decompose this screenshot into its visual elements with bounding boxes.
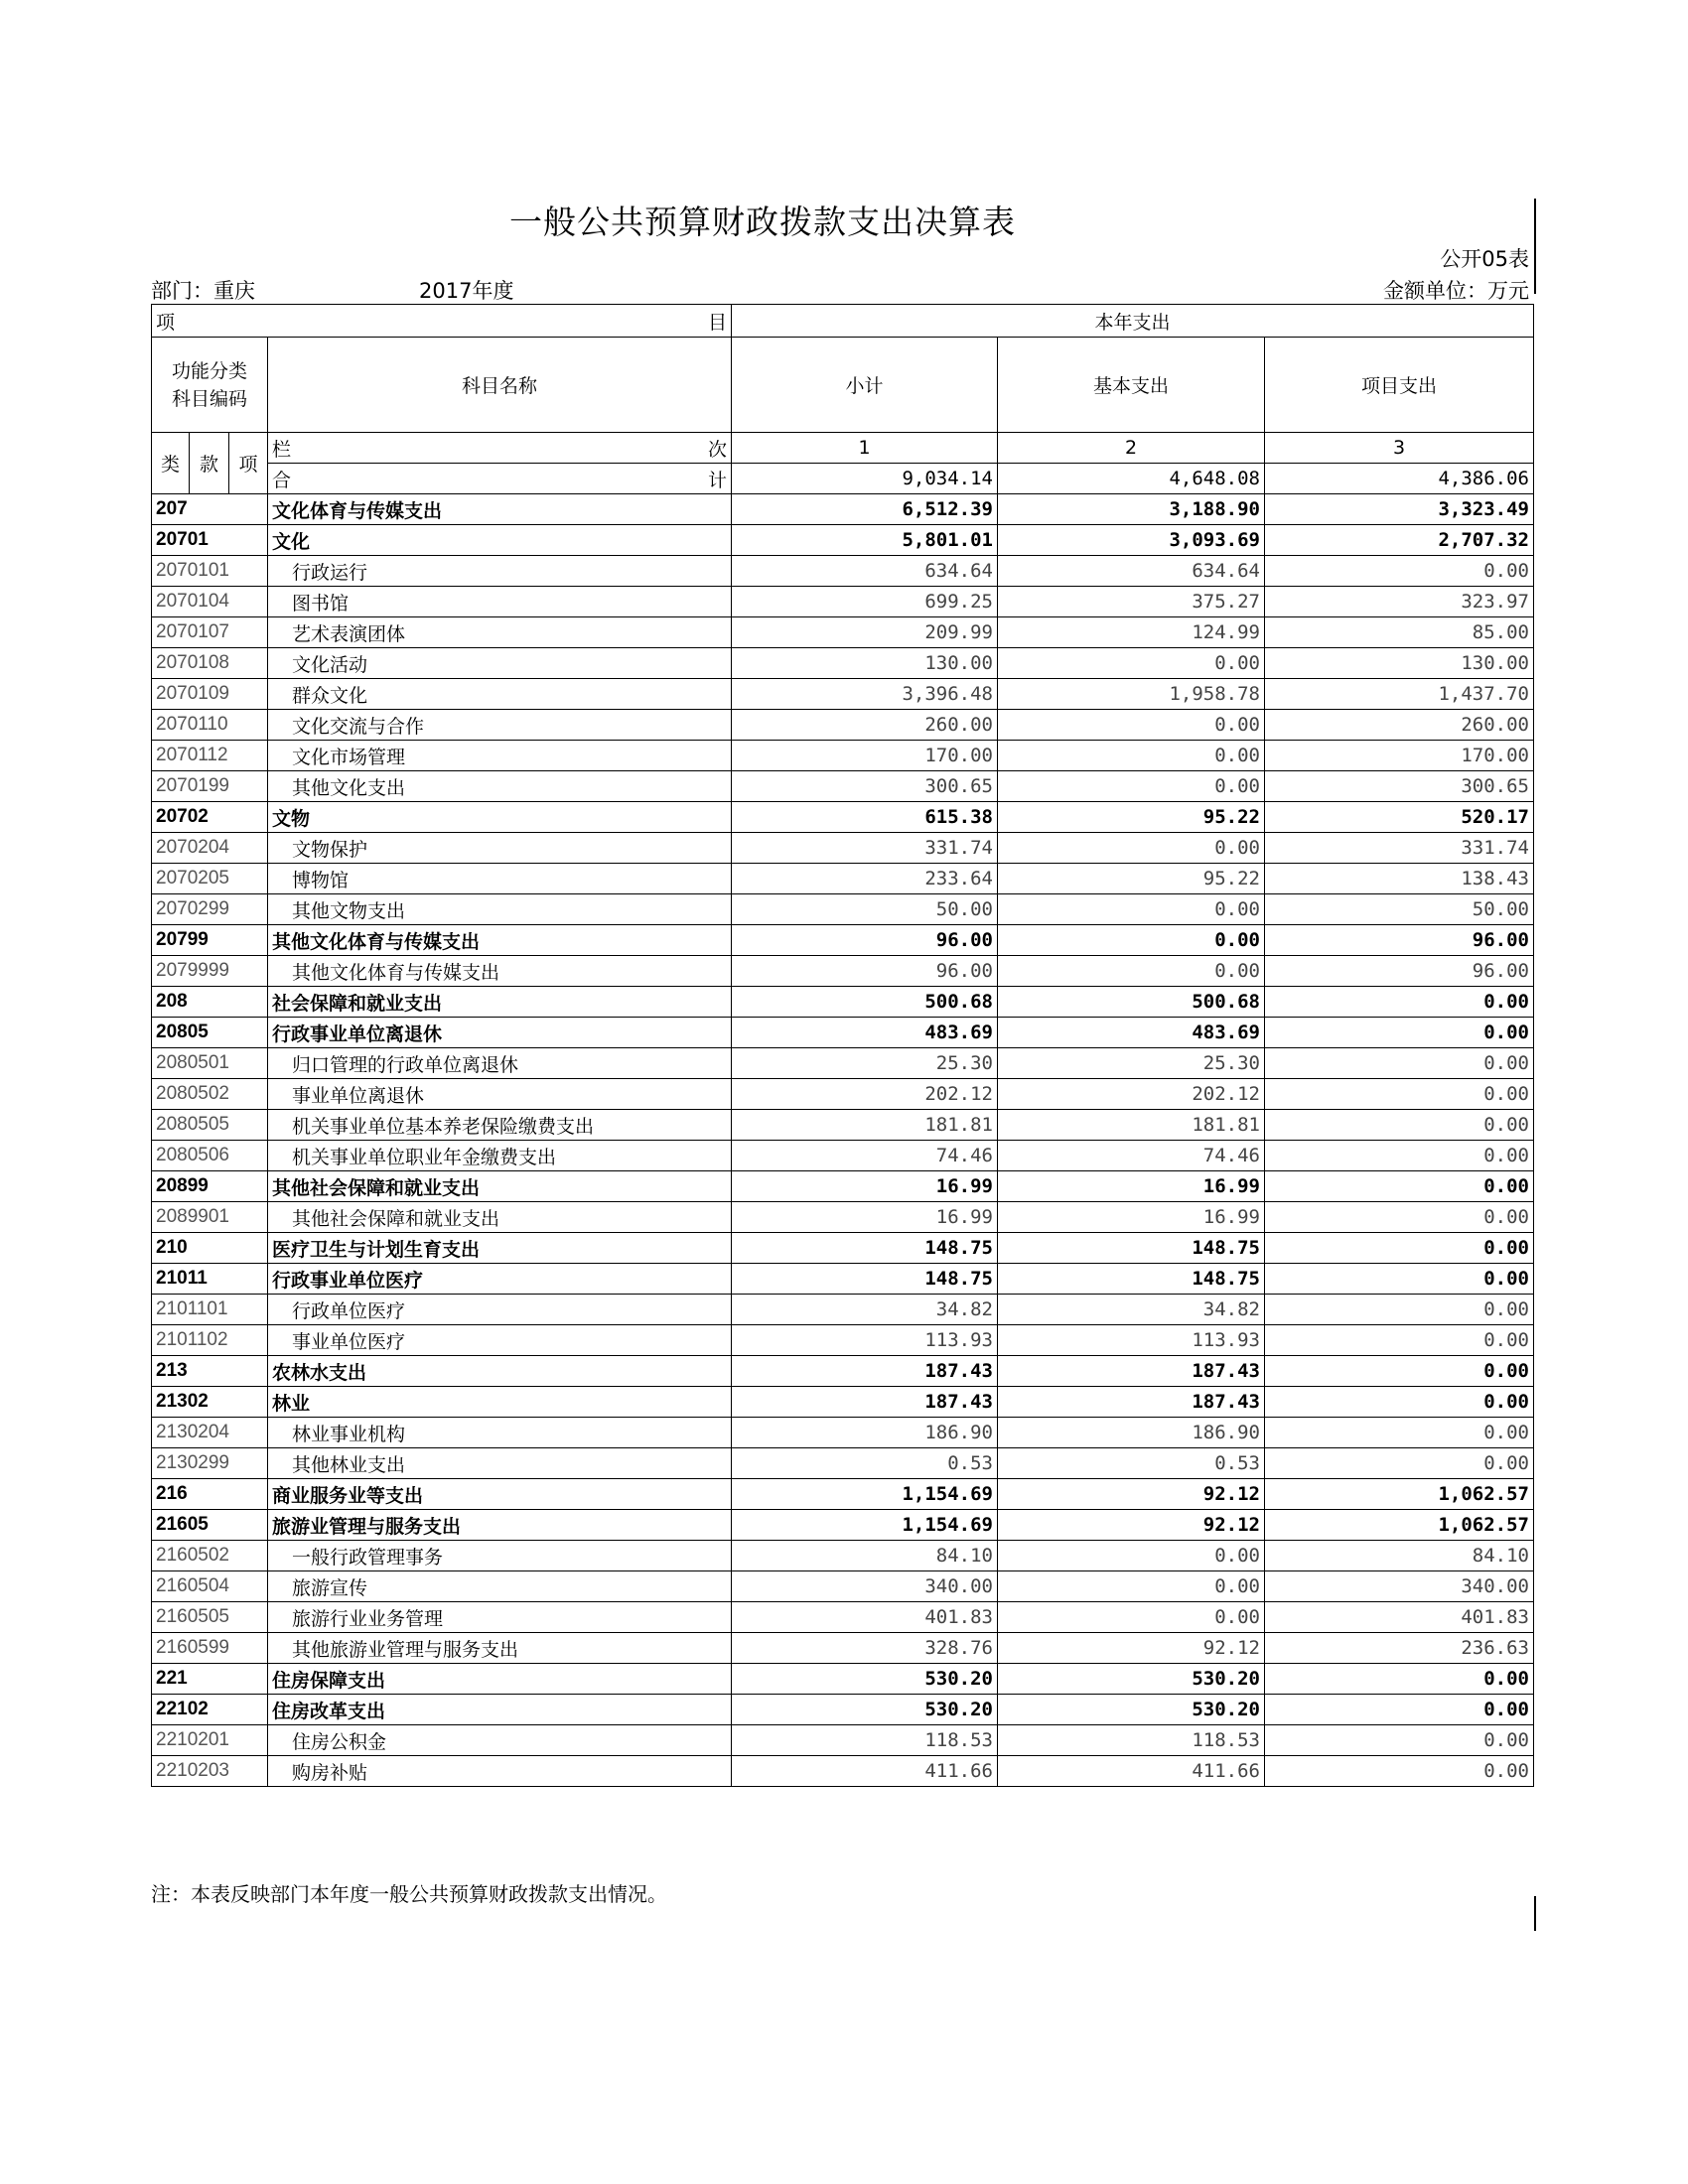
row-basic: 1,958.78 bbox=[998, 679, 1265, 710]
row-code: 2160599 bbox=[152, 1633, 268, 1664]
row-name: 艺术表演团体 bbox=[268, 617, 732, 648]
total-subtotal: 9,034.14 bbox=[732, 464, 998, 494]
row-name: 其他文化支出 bbox=[268, 771, 732, 802]
row-code: 2070204 bbox=[152, 833, 268, 864]
row-subtotal: 401.83 bbox=[732, 1602, 998, 1633]
row-code: 2080502 bbox=[152, 1079, 268, 1110]
row-code: 2130299 bbox=[152, 1448, 268, 1479]
table-row bbox=[152, 648, 1534, 679]
row-subtotal: 634.64 bbox=[732, 556, 998, 587]
row-project: 1,437.70 bbox=[1265, 679, 1534, 710]
row-name: 机关事业单位基本养老保险缴费支出 bbox=[268, 1110, 732, 1141]
row-subtotal: 187.43 bbox=[732, 1356, 998, 1387]
row-code: 21011 bbox=[152, 1264, 268, 1295]
row-name: 行政单位医疗 bbox=[268, 1295, 732, 1325]
row-name: 旅游宣传 bbox=[268, 1571, 732, 1602]
row-basic: 0.00 bbox=[998, 710, 1265, 741]
row-code: 210 bbox=[152, 1233, 268, 1264]
header-col2: 2 bbox=[998, 433, 1265, 464]
row-code: 2070199 bbox=[152, 771, 268, 802]
table-row bbox=[152, 987, 1534, 1018]
table-row bbox=[152, 802, 1534, 833]
row-name: 其他旅游业管理与服务支出 bbox=[268, 1633, 732, 1664]
header-lan: 栏 bbox=[272, 438, 292, 461]
row-project: 401.83 bbox=[1265, 1602, 1534, 1633]
row-project: 260.00 bbox=[1265, 710, 1534, 741]
header-row-3 bbox=[152, 433, 1534, 464]
row-code: 208 bbox=[152, 987, 268, 1018]
table-row bbox=[152, 1295, 1534, 1325]
total-row bbox=[152, 464, 1534, 494]
row-basic: 187.43 bbox=[998, 1387, 1265, 1418]
row-subtotal: 233.64 bbox=[732, 864, 998, 894]
row-basic: 148.75 bbox=[998, 1233, 1265, 1264]
row-project: 130.00 bbox=[1265, 648, 1534, 679]
header-basic: 基本支出 bbox=[998, 338, 1265, 433]
row-subtotal: 16.99 bbox=[732, 1171, 998, 1202]
table-row bbox=[152, 679, 1534, 710]
row-code: 20805 bbox=[152, 1018, 268, 1048]
row-basic: 187.43 bbox=[998, 1356, 1265, 1387]
row-subtotal: 615.38 bbox=[732, 802, 998, 833]
row-basic: 74.46 bbox=[998, 1141, 1265, 1171]
table-row bbox=[152, 525, 1534, 556]
row-project: 170.00 bbox=[1265, 741, 1534, 771]
row-subtotal: 0.53 bbox=[732, 1448, 998, 1479]
header-func-code-line1: 功能分类 bbox=[171, 359, 247, 382]
table-row bbox=[152, 894, 1534, 925]
total-basic: 4,648.08 bbox=[998, 464, 1265, 494]
row-basic: 25.30 bbox=[998, 1048, 1265, 1079]
row-subtotal: 170.00 bbox=[732, 741, 998, 771]
row-code: 207 bbox=[152, 494, 268, 525]
row-basic: 113.93 bbox=[998, 1325, 1265, 1356]
table-row bbox=[152, 1695, 1534, 1725]
table-row bbox=[152, 1541, 1534, 1571]
row-subtotal: 113.93 bbox=[732, 1325, 998, 1356]
row-basic: 16.99 bbox=[998, 1202, 1265, 1233]
row-project: 0.00 bbox=[1265, 1387, 1534, 1418]
row-subtotal: 3,396.48 bbox=[732, 679, 998, 710]
row-name: 群众文化 bbox=[268, 679, 732, 710]
row-name: 医疗卫生与计划生育支出 bbox=[268, 1233, 732, 1264]
table-row bbox=[152, 1633, 1534, 1664]
row-code: 216 bbox=[152, 1479, 268, 1510]
row-subtotal: 186.90 bbox=[732, 1418, 998, 1448]
total-he: 合 bbox=[272, 469, 292, 491]
table-row bbox=[152, 1141, 1534, 1171]
table-row bbox=[152, 833, 1534, 864]
row-name: 其他文化体育与传媒支出 bbox=[268, 956, 732, 987]
table-row bbox=[152, 1018, 1534, 1048]
header-row-2 bbox=[152, 338, 1534, 433]
department-name: 部门：重庆 bbox=[151, 279, 255, 303]
table-row bbox=[152, 1171, 1534, 1202]
row-name: 其他文物支出 bbox=[268, 894, 732, 925]
row-code: 2210201 bbox=[152, 1725, 268, 1756]
row-name: 事业单位医疗 bbox=[268, 1325, 732, 1356]
row-project: 0.00 bbox=[1265, 1048, 1534, 1079]
row-code: 21302 bbox=[152, 1387, 268, 1418]
row-basic: 0.00 bbox=[998, 648, 1265, 679]
table-row bbox=[152, 1756, 1534, 1787]
row-basic: 0.53 bbox=[998, 1448, 1265, 1479]
row-name: 归口管理的行政单位离退休 bbox=[268, 1048, 732, 1079]
row-subtotal: 411.66 bbox=[732, 1756, 998, 1787]
row-code: 2130204 bbox=[152, 1418, 268, 1448]
row-basic: 3,093.69 bbox=[998, 525, 1265, 556]
header-ci: 次 bbox=[707, 438, 727, 461]
row-code: 20899 bbox=[152, 1171, 268, 1202]
row-code: 2101101 bbox=[152, 1295, 268, 1325]
table-row bbox=[152, 1664, 1534, 1695]
row-basic: 375.27 bbox=[998, 587, 1265, 617]
row-basic: 0.00 bbox=[998, 956, 1265, 987]
row-code: 20701 bbox=[152, 525, 268, 556]
row-basic: 0.00 bbox=[998, 1602, 1265, 1633]
table-row bbox=[152, 925, 1534, 956]
row-project: 0.00 bbox=[1265, 1448, 1534, 1479]
row-project: 0.00 bbox=[1265, 1664, 1534, 1695]
table-row bbox=[152, 1202, 1534, 1233]
table-row bbox=[152, 1602, 1534, 1633]
row-subtotal: 148.75 bbox=[732, 1233, 998, 1264]
row-name: 其他社会保障和就业支出 bbox=[268, 1202, 732, 1233]
table-row bbox=[152, 1479, 1534, 1510]
row-subtotal: 530.20 bbox=[732, 1664, 998, 1695]
row-code: 21605 bbox=[152, 1510, 268, 1541]
row-name: 购房补贴 bbox=[268, 1756, 732, 1787]
row-project: 1,062.57 bbox=[1265, 1479, 1534, 1510]
row-basic: 634.64 bbox=[998, 556, 1265, 587]
header-func-code-line2: 科目编码 bbox=[171, 387, 247, 410]
table-row bbox=[152, 587, 1534, 617]
row-project: 2,707.32 bbox=[1265, 525, 1534, 556]
row-name: 社会保障和就业支出 bbox=[268, 987, 732, 1018]
row-project: 50.00 bbox=[1265, 894, 1534, 925]
header-project: 项目支出 bbox=[1265, 338, 1534, 433]
row-project: 0.00 bbox=[1265, 1695, 1534, 1725]
table-row bbox=[152, 1233, 1534, 1264]
row-name: 行政运行 bbox=[268, 556, 732, 587]
row-basic: 202.12 bbox=[998, 1079, 1265, 1110]
row-project: 0.00 bbox=[1265, 1233, 1534, 1264]
row-code: 2070205 bbox=[152, 864, 268, 894]
row-code: 221 bbox=[152, 1664, 268, 1695]
row-project: 323.97 bbox=[1265, 587, 1534, 617]
row-subtotal: 34.82 bbox=[732, 1295, 998, 1325]
row-basic: 500.68 bbox=[998, 987, 1265, 1018]
row-name: 林业事业机构 bbox=[268, 1418, 732, 1448]
row-subtotal: 331.74 bbox=[732, 833, 998, 864]
row-name: 住房改革支出 bbox=[268, 1695, 732, 1725]
row-code: 2079999 bbox=[152, 956, 268, 987]
row-name: 旅游业管理与服务支出 bbox=[268, 1510, 732, 1541]
row-basic: 181.81 bbox=[998, 1110, 1265, 1141]
table-row bbox=[152, 1725, 1534, 1756]
row-name: 行政事业单位离退休 bbox=[268, 1018, 732, 1048]
row-name: 机关事业单位职业年金缴费支出 bbox=[268, 1141, 732, 1171]
row-basic: 0.00 bbox=[998, 1571, 1265, 1602]
row-basic: 0.00 bbox=[998, 894, 1265, 925]
table-row bbox=[152, 1110, 1534, 1141]
row-subtotal: 1,154.69 bbox=[732, 1510, 998, 1541]
row-project: 85.00 bbox=[1265, 617, 1534, 648]
row-code: 213 bbox=[152, 1356, 268, 1387]
row-code: 2080501 bbox=[152, 1048, 268, 1079]
row-code: 20702 bbox=[152, 802, 268, 833]
row-name: 商业服务业等支出 bbox=[268, 1479, 732, 1510]
row-name: 其他社会保障和就业支出 bbox=[268, 1171, 732, 1202]
table-row bbox=[152, 741, 1534, 771]
table-row bbox=[152, 1571, 1534, 1602]
row-basic: 95.22 bbox=[998, 864, 1265, 894]
total-project: 4,386.06 bbox=[1265, 464, 1534, 494]
row-subtotal: 96.00 bbox=[732, 956, 998, 987]
total-ji: 计 bbox=[707, 469, 727, 491]
table-row bbox=[152, 494, 1534, 525]
row-project: 96.00 bbox=[1265, 956, 1534, 987]
table-row bbox=[152, 556, 1534, 587]
table-row bbox=[152, 864, 1534, 894]
row-subtotal: 209.99 bbox=[732, 617, 998, 648]
header-xiang2: 项 bbox=[229, 433, 268, 494]
row-project: 340.00 bbox=[1265, 1571, 1534, 1602]
table-row bbox=[152, 956, 1534, 987]
row-project: 0.00 bbox=[1265, 1202, 1534, 1233]
row-code: 2070101 bbox=[152, 556, 268, 587]
row-name: 文化交流与合作 bbox=[268, 710, 732, 741]
row-code: 2080505 bbox=[152, 1110, 268, 1141]
table-row bbox=[152, 1048, 1534, 1079]
amount-unit: 金额单位：万元 bbox=[1383, 279, 1529, 303]
fiscal-year: 2017年度 bbox=[419, 279, 514, 303]
table-row bbox=[152, 1418, 1534, 1448]
row-subtotal: 300.65 bbox=[732, 771, 998, 802]
form-number: 公开05表 bbox=[1440, 247, 1529, 271]
row-project: 0.00 bbox=[1265, 1325, 1534, 1356]
row-subtotal: 96.00 bbox=[732, 925, 998, 956]
table-row bbox=[152, 1510, 1534, 1541]
row-subtotal: 118.53 bbox=[732, 1725, 998, 1756]
row-subtotal: 260.00 bbox=[732, 710, 998, 741]
row-project: 3,323.49 bbox=[1265, 494, 1534, 525]
row-basic: 118.53 bbox=[998, 1725, 1265, 1756]
row-code: 2070299 bbox=[152, 894, 268, 925]
page-title: 一般公共预算财政拨款支出决算表 bbox=[509, 203, 1016, 241]
row-name: 住房公积金 bbox=[268, 1725, 732, 1756]
row-code: 22102 bbox=[152, 1695, 268, 1725]
row-code: 2089901 bbox=[152, 1202, 268, 1233]
row-basic: 92.12 bbox=[998, 1510, 1265, 1541]
row-project: 0.00 bbox=[1265, 556, 1534, 587]
header-mu: 目 bbox=[707, 311, 727, 334]
row-basic: 483.69 bbox=[998, 1018, 1265, 1048]
row-subtotal: 5,801.01 bbox=[732, 525, 998, 556]
row-project: 0.00 bbox=[1265, 1356, 1534, 1387]
row-name: 行政事业单位医疗 bbox=[268, 1264, 732, 1295]
department-line bbox=[151, 275, 513, 305]
row-code: 2070109 bbox=[152, 679, 268, 710]
row-project: 331.74 bbox=[1265, 833, 1534, 864]
row-subtotal: 16.99 bbox=[732, 1202, 998, 1233]
row-project: 0.00 bbox=[1265, 1418, 1534, 1448]
row-name: 其他文化体育与传媒支出 bbox=[268, 925, 732, 956]
table-row bbox=[152, 710, 1534, 741]
row-project: 0.00 bbox=[1265, 1295, 1534, 1325]
row-name: 文化 bbox=[268, 525, 732, 556]
row-basic: 530.20 bbox=[998, 1695, 1265, 1725]
row-project: 520.17 bbox=[1265, 802, 1534, 833]
row-basic: 34.82 bbox=[998, 1295, 1265, 1325]
header-kuan: 款 bbox=[190, 433, 229, 494]
row-name: 林业 bbox=[268, 1387, 732, 1418]
table-row bbox=[152, 1325, 1534, 1356]
row-project: 1,062.57 bbox=[1265, 1510, 1534, 1541]
row-basic: 92.12 bbox=[998, 1633, 1265, 1664]
row-project: 300.65 bbox=[1265, 771, 1534, 802]
header-col3: 3 bbox=[1265, 433, 1534, 464]
row-subtotal: 328.76 bbox=[732, 1633, 998, 1664]
header-current-year: 本年支出 bbox=[732, 305, 1534, 338]
row-project: 96.00 bbox=[1265, 925, 1534, 956]
header-lanci bbox=[268, 433, 732, 464]
table-row bbox=[152, 617, 1534, 648]
row-name: 事业单位离退休 bbox=[268, 1079, 732, 1110]
row-code: 2160502 bbox=[152, 1541, 268, 1571]
page-edge-line-top bbox=[1534, 199, 1536, 294]
row-subtotal: 130.00 bbox=[732, 648, 998, 679]
row-name: 图书馆 bbox=[268, 587, 732, 617]
row-subtotal: 340.00 bbox=[732, 1571, 998, 1602]
row-code: 2160504 bbox=[152, 1571, 268, 1602]
header-subtotal: 小计 bbox=[732, 338, 998, 433]
row-project: 84.10 bbox=[1265, 1541, 1534, 1571]
row-project: 0.00 bbox=[1265, 1725, 1534, 1756]
row-subtotal: 74.46 bbox=[732, 1141, 998, 1171]
row-code: 2070108 bbox=[152, 648, 268, 679]
row-subtotal: 699.25 bbox=[732, 587, 998, 617]
row-project: 236.63 bbox=[1265, 1633, 1534, 1664]
row-project: 0.00 bbox=[1265, 1018, 1534, 1048]
row-basic: 0.00 bbox=[998, 833, 1265, 864]
row-project: 0.00 bbox=[1265, 1171, 1534, 1202]
row-subtotal: 84.10 bbox=[732, 1541, 998, 1571]
row-code: 2070107 bbox=[152, 617, 268, 648]
row-name: 旅游行业业务管理 bbox=[268, 1602, 732, 1633]
row-name: 文化活动 bbox=[268, 648, 732, 679]
header-lei: 类 bbox=[152, 433, 190, 494]
row-project: 138.43 bbox=[1265, 864, 1534, 894]
row-subtotal: 50.00 bbox=[732, 894, 998, 925]
row-subtotal: 187.43 bbox=[732, 1387, 998, 1418]
row-name: 农林水支出 bbox=[268, 1356, 732, 1387]
row-basic: 124.99 bbox=[998, 617, 1265, 648]
row-subtotal: 148.75 bbox=[732, 1264, 998, 1295]
page-edge-line-bottom bbox=[1534, 1896, 1536, 1931]
row-name: 住房保障支出 bbox=[268, 1664, 732, 1695]
row-basic: 530.20 bbox=[998, 1664, 1265, 1695]
row-name: 文化市场管理 bbox=[268, 741, 732, 771]
row-name: 文化体育与传媒支出 bbox=[268, 494, 732, 525]
row-subtotal: 181.81 bbox=[732, 1110, 998, 1141]
row-subtotal: 530.20 bbox=[732, 1695, 998, 1725]
row-basic: 186.90 bbox=[998, 1418, 1265, 1448]
row-code: 2160505 bbox=[152, 1602, 268, 1633]
header-col1: 1 bbox=[732, 433, 998, 464]
row-code: 2070104 bbox=[152, 587, 268, 617]
table-row bbox=[152, 1448, 1534, 1479]
row-basic: 92.12 bbox=[998, 1479, 1265, 1510]
row-basic: 0.00 bbox=[998, 771, 1265, 802]
row-name: 一般行政管理事务 bbox=[268, 1541, 732, 1571]
row-project: 0.00 bbox=[1265, 987, 1534, 1018]
row-subtotal: 500.68 bbox=[732, 987, 998, 1018]
row-basic: 0.00 bbox=[998, 1541, 1265, 1571]
table-row bbox=[152, 771, 1534, 802]
row-name: 文物 bbox=[268, 802, 732, 833]
row-basic: 0.00 bbox=[998, 741, 1265, 771]
row-code: 2210203 bbox=[152, 1756, 268, 1787]
row-subtotal: 1,154.69 bbox=[732, 1479, 998, 1510]
header-row-1 bbox=[152, 305, 1534, 338]
row-name: 其他林业支出 bbox=[268, 1448, 732, 1479]
row-subtotal: 483.69 bbox=[732, 1018, 998, 1048]
table-note: 注：本表反映部门本年度一般公共预算财政拨款支出情况。 bbox=[151, 1882, 667, 1906]
row-subtotal: 25.30 bbox=[732, 1048, 998, 1079]
row-project: 0.00 bbox=[1265, 1110, 1534, 1141]
row-basic: 0.00 bbox=[998, 925, 1265, 956]
header-item-cell bbox=[152, 305, 732, 338]
row-basic: 411.66 bbox=[998, 1756, 1265, 1787]
row-basic: 95.22 bbox=[998, 802, 1265, 833]
row-subtotal: 6,512.39 bbox=[732, 494, 998, 525]
row-code: 2070110 bbox=[152, 710, 268, 741]
row-project: 0.00 bbox=[1265, 1264, 1534, 1295]
header-xiang: 项 bbox=[156, 311, 176, 334]
row-name: 博物馆 bbox=[268, 864, 732, 894]
header-func-code bbox=[152, 338, 268, 433]
total-label bbox=[268, 464, 732, 494]
row-basic: 148.75 bbox=[998, 1264, 1265, 1295]
row-basic: 3,188.90 bbox=[998, 494, 1265, 525]
row-basic: 16.99 bbox=[998, 1171, 1265, 1202]
table-row bbox=[152, 1079, 1534, 1110]
row-project: 0.00 bbox=[1265, 1141, 1534, 1171]
row-code: 2070112 bbox=[152, 741, 268, 771]
row-name: 文物保护 bbox=[268, 833, 732, 864]
row-subtotal: 202.12 bbox=[732, 1079, 998, 1110]
header-subject-name: 科目名称 bbox=[268, 338, 732, 433]
row-code: 2101102 bbox=[152, 1325, 268, 1356]
expenditure-table bbox=[151, 304, 1534, 1787]
row-project: 0.00 bbox=[1265, 1756, 1534, 1787]
row-code: 20799 bbox=[152, 925, 268, 956]
row-project: 0.00 bbox=[1265, 1079, 1534, 1110]
table-row bbox=[152, 1356, 1534, 1387]
row-code: 2080506 bbox=[152, 1141, 268, 1171]
table-row bbox=[152, 1387, 1534, 1418]
table-row bbox=[152, 1264, 1534, 1295]
